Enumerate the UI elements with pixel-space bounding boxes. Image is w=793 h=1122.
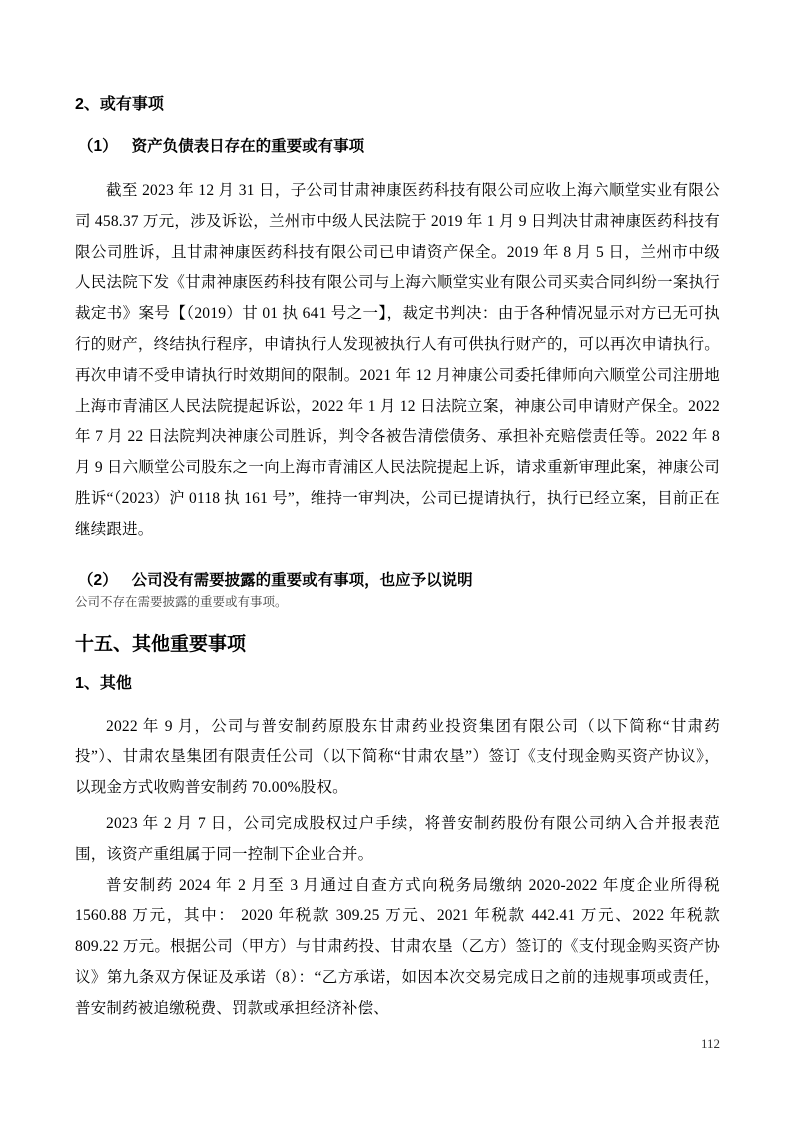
heading-item2-number: （2）: [78, 571, 118, 589]
paragraph-tax-payment: 普安制药 2024 年 2 月至 3 月通过自查方式向税务局缴纳 2020-2022 年度企业所得税 1560.88 万元，其中： 2020 年税款 309.25 万元、2021 年税款 442.41 万元、2022 年税款 809.22 万元。根据公司（甲方）与甘肃药投、甘肃农垦（乙方）签订的《支付现金购买资产协议》第九条双方保证及承诺（8）：“乙方承诺，如因本次交易完成日之前的违规事项或责任，普安制药被追缴税费、罚款或承担经济补偿、: [75, 876, 720, 1017]
note-no-disclosure: 公司不存在需要披露的重要或有事项。: [75, 594, 288, 609]
heading-contingency-items: 2、或有事项: [75, 96, 164, 113]
heading-item2-title: 公司没有需要披露的重要或有事项，也应予以说明: [131, 571, 473, 589]
page-number: 112: [700, 1036, 720, 1051]
heading-no-disclosure-statement: [75, 569, 720, 593]
paragraph-lawsuit-detail: 截至 2023 年 12 月 31 日，子公司甘肃神康医药科技有限公司应收上海六顺堂实业有限公司 458.37 万元，涉及诉讼，兰州市中级人民法院于 2019 年 1 月 9 日判决甘肃神康医药科技有限公司胜诉，且甘肃神康医药科技有限公司已申请资产保全。2019 年 8 月 5 日，兰州市中级人民法院下发《甘肃神康医药科技有限公司与上海六顺堂实业有限公司买卖合同纠纷一案执行裁定书》案号【（2019）甘 01 执 641 号之一】，裁定书判决：由于各种情况显示对方已无可执行的财产，终结执行程序，申请执行人发现被执行人有可供执行财产的，可以再次申请执行。再次申请不受申请执行时效期间的限制。2021 年 12 月神康公司委托律师向六顺堂公司注册地上海市青浦区人民法院提起诉讼，2022 年 1 月 12 日法院立案，神康公司申请财产保全。2022 年 7 月 22 日法院判决神康公司胜诉，判令各被告清偿债务、承担补充赔偿责任等。2022 年 8 月 9 日六顺堂公司股东之一向上海市青浦区人民法院提起上诉，请求重新审理此案，神康公司胜诉“（2023）沪 0118 执 161 号”，维持一审判决，公司已提请执行，执行已经立案，目前正在继续跟进。: [75, 182, 720, 538]
paragraph-asset-purchase-agreement: 2022 年 9 月，公司与普安制药原股东甘肃药业投资集团有限公司（以下简称“甘肃药投”）、甘肃农垦集团有限责任公司（以下简称“甘肃农垦”）签订《支付现金购买资产协议》，以现金方式收购普安制药 70.00%股权。: [75, 717, 720, 797]
heading-other: 1、其他: [75, 674, 132, 692]
paragraph-equity-transfer: 2023 年 2 月 7 日，公司完成股权过户手续，将普安制药股份有限公司纳入合并报表范围，该资产重组属于同一控制下企业合并。: [75, 814, 720, 863]
heading-balance-sheet-contingencies: [75, 135, 720, 159]
heading-item1-number: （1）: [78, 138, 118, 155]
heading-item1-title: 资产负债表日存在的重要或有事项: [131, 138, 365, 155]
heading-other-important-matters: 十五、其他重要事项: [75, 633, 247, 655]
